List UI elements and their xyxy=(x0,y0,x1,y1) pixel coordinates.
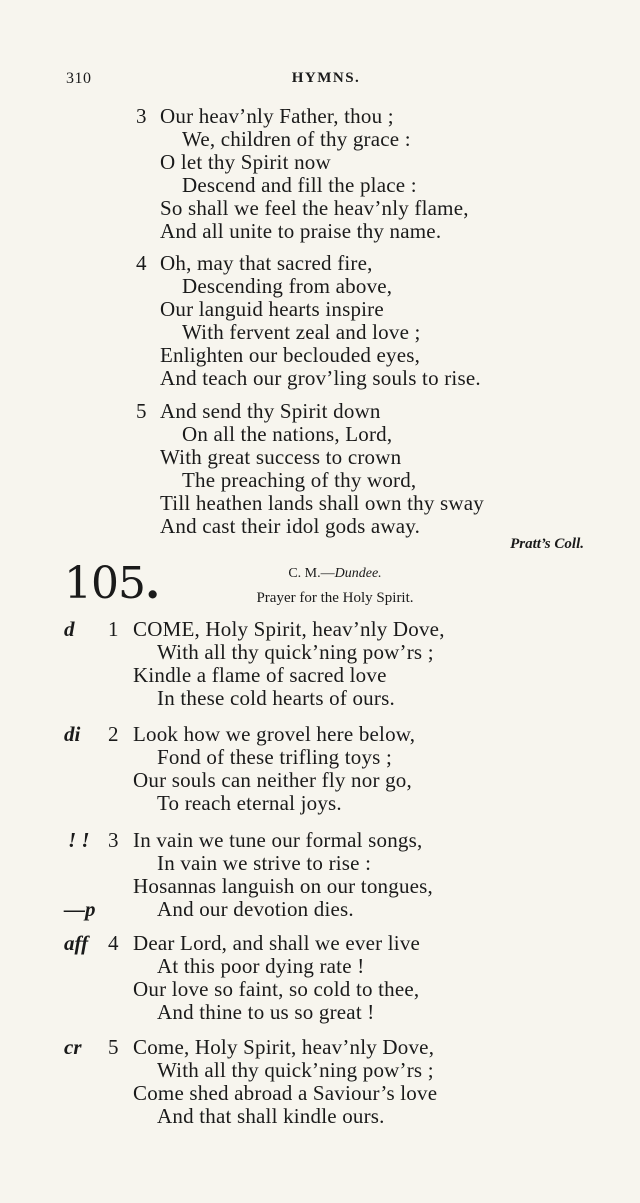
running-title: HYMNS. xyxy=(291,70,361,86)
verse-line: Fond of these trifling toys ; xyxy=(157,745,393,769)
stanza-number: 3 xyxy=(108,828,119,852)
source-credit: Pratt’s Coll. xyxy=(510,536,584,552)
verse-line: On all the nations, Lord, xyxy=(182,422,393,446)
verse-line: Till heathen lands shall own thy sway xyxy=(160,491,484,515)
page-header xyxy=(66,70,586,94)
verse-line: Descending from above, xyxy=(182,274,393,298)
verse-line: At this poor dying rate ! xyxy=(157,954,365,978)
dynamic-marking: —p xyxy=(64,897,96,921)
hymn-number: 105. xyxy=(64,558,160,609)
verse-line: Our love so faint, so cold to thee, xyxy=(133,977,420,1001)
verse-line: With great success to crown xyxy=(160,445,402,469)
verse-line: With all thy quick’ning pow’rs ; xyxy=(157,640,434,664)
verse-line: And send thy Spirit down xyxy=(160,399,381,423)
verse-line: And that shall kindle ours. xyxy=(157,1104,385,1128)
verse-line: In vain we tune our formal songs, xyxy=(133,828,423,852)
verse-line: COME, Holy Spirit, heav’nly Dove, xyxy=(133,617,445,641)
verse-line: Dear Lord, and shall we ever live xyxy=(133,931,421,955)
verse-line: Come shed abroad a Saviour’s love xyxy=(133,1081,438,1105)
verse-line: Kindle a flame of sacred love xyxy=(133,663,387,687)
page-number: 310 xyxy=(66,70,92,87)
verse-line: With all thy quick’ning pow’rs ; xyxy=(157,1058,434,1082)
verse-line: In vain we strive to rise : xyxy=(157,851,372,875)
verse-line: In these cold hearts of ours. xyxy=(157,686,395,710)
verse-line: So shall we feel the heav’nly flame, xyxy=(160,196,469,220)
verse-line: We, children of thy grace : xyxy=(182,127,411,151)
dynamic-marking: d xyxy=(64,617,75,641)
stanza-number: 3 xyxy=(136,104,147,128)
verse-line: With fervent zeal and love ; xyxy=(182,320,421,344)
stanza-number: 1 xyxy=(108,617,119,641)
verse-line: And cast their idol gods away. xyxy=(160,514,421,538)
verse-line: Our heav’nly Father, thou ; xyxy=(160,104,394,128)
stanza-number: 5 xyxy=(108,1035,119,1059)
dynamic-marking: di xyxy=(64,722,81,746)
verse-line: O let thy Spirit now xyxy=(160,150,331,174)
verse-line: Our languid hearts inspire xyxy=(160,297,384,321)
verse-line: And all unite to praise thy name. xyxy=(160,219,442,243)
stanza-number: 4 xyxy=(136,251,147,275)
dynamic-marking: ! ! xyxy=(68,828,90,852)
verse-line: Look how we grovel here below, xyxy=(133,722,416,746)
verse-line: Hosannas languish on our tongues, xyxy=(133,874,433,898)
verse-line: Come, Holy Spirit, heav’nly Dove, xyxy=(133,1035,435,1059)
stanza-number: 5 xyxy=(136,399,147,423)
verse-line: To reach eternal joys. xyxy=(157,791,342,815)
tune-name: Dundee. xyxy=(334,566,382,581)
stanza-number: 4 xyxy=(108,931,119,955)
verse-line: And teach our grov’ling souls to rise. xyxy=(160,366,481,390)
dynamic-marking: aff xyxy=(64,931,89,955)
dynamic-marking: cr xyxy=(64,1035,82,1059)
verse-line: Our souls can neither fly nor go, xyxy=(133,768,412,792)
verse-line: And thine to us so great ! xyxy=(157,1000,375,1024)
verse-line: Enlighten our beclouded eyes, xyxy=(160,343,421,367)
verse-line: Oh, may that sacred fire, xyxy=(160,251,373,275)
verse-line: Descend and fill the place : xyxy=(182,173,417,197)
hymn-meter: C. M.—Dundee. xyxy=(288,566,382,581)
verse-line: The preaching of thy word, xyxy=(182,468,417,492)
stanza-number: 2 xyxy=(108,722,119,746)
verse-line: And our devotion dies. xyxy=(157,897,354,921)
hymn-subject: Prayer for the Holy Spirit. xyxy=(256,590,414,606)
